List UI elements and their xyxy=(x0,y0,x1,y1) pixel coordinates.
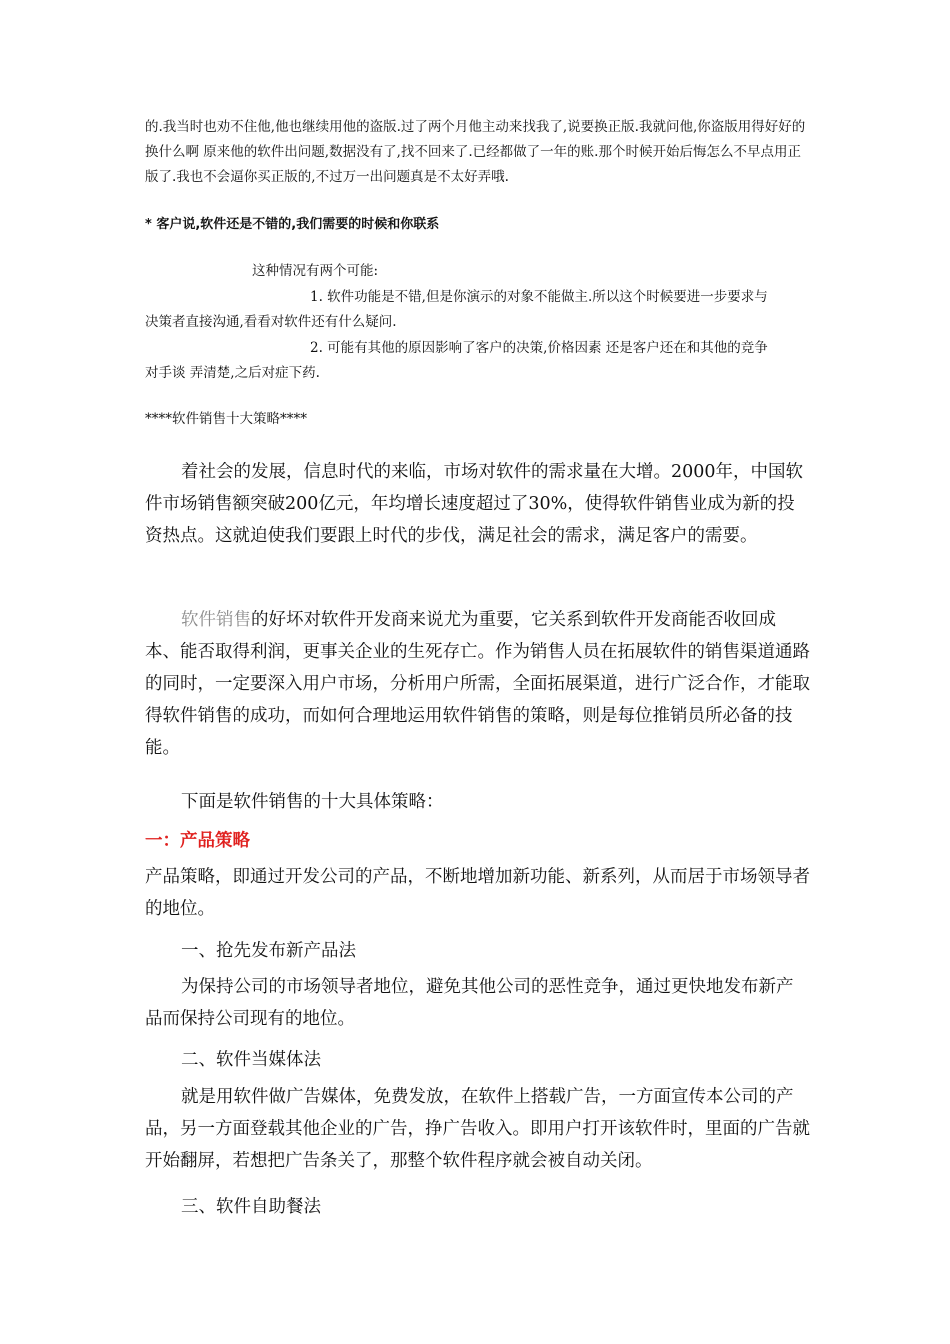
method-2-title: 二、软件当媒体法 xyxy=(181,1050,321,1070)
paragraph-piracy-story: 的.我当时也劝不住他,他也继续用他的盗版.过了两个月他主动来找我了,说要换正版.我就问他,你盗版用得好好的换什么啊 原来他的软件出问题,数据没有了,找不回来了.已经都做了一年的账.那个时候开始后悔怎么不早点用正版了.我也不会逼你买正版的,不过万一出问题真是不太好弄哦. xyxy=(145,119,806,185)
heading-customer-says: * 客户说,软件还是不错的,我们需要的时候和你联系 xyxy=(145,217,440,232)
possibility-1-line1: 1. 软件功能是不错,但是你演示的对象不能做主.所以这个时候要进一步要求与 xyxy=(310,289,768,305)
paragraph-market-growth: 着社会的发展，信息时代的来临，市场对软件的需求量在大增。2000年，中国软件市场销售额突破200亿元，年均增长速度超过了30%，使得软件销售业成为新的投资热点。这就迫使我们要跟上时代的步伐，满足社会的需求，满足客户的需要。 xyxy=(145,462,804,546)
method-1-description: 为保持公司的市场领导者地位，避免其他公司的恶性竞争，通过更快地发布新产品而保持公司现有的地位。 xyxy=(145,977,794,1029)
possibility-1-line2: 决策者直接沟通,看看对软件还有什么疑问. xyxy=(145,314,397,330)
possibility-2-line2: 对手谈 弄清楚,之后对症下药. xyxy=(145,365,320,381)
section-product-strategy-heading: 一：产品策略 xyxy=(145,831,250,851)
paragraph-sales-importance xyxy=(145,604,810,764)
paragraph-sales-importance-text: 的好坏对软件开发商来说尤为重要，它关系到软件开发商能否收回成本、能否取得利润，更事关企业的生死存亡。作为销售人员在拓展软件的销售渠道通路的同时，一定要深入用户市场，分析用户所需，全面拓展渠道，进行广泛合作，才能取得软件销售的成功，而如何合理地运用软件销售的策略，则是每位推销员所必备的技能。 xyxy=(145,610,810,758)
method-3-title: 三、软件自助餐法 xyxy=(181,1197,321,1217)
possibility-2-line1: 2. 可能有其他的原因影响了客户的决策,价格因素 还是客户还在和其他的竞争 xyxy=(310,340,768,356)
method-1-title: 一、抢先发布新产品法 xyxy=(181,941,356,961)
two-possibilities-intro: 这种情况有两个可能: xyxy=(252,263,379,279)
software-sales-link[interactable]: 软件销售 xyxy=(181,610,251,630)
strategy-title: ****软件销售十大策略**** xyxy=(145,411,307,427)
ten-strategies-intro: 下面是软件销售的十大具体策略： xyxy=(181,792,444,812)
method-2-description: 就是用软件做广告媒体，免费发放，在软件上搭载广告，一方面宣传本公司的产品，另一方面登载其他企业的广告，挣广告收入。即用户打开该软件时，里面的广告就开始翻屏，若想把广告条关了，那整个软件程序就会被自动关闭。 xyxy=(145,1087,810,1171)
product-strategy-description: 产品策略，即通过开发公司的产品，不断地增加新功能、新系列，从而居于市场领导者的地位。 xyxy=(145,867,810,919)
